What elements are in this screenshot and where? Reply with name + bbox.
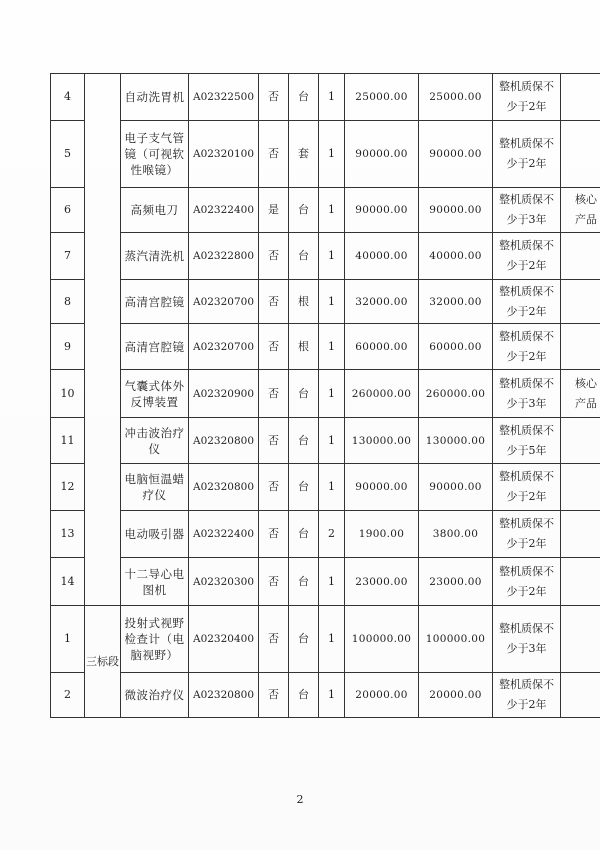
unit-price: 90000.00 [345, 121, 419, 188]
row-number: 9 [51, 324, 85, 370]
procurement-table [50, 73, 600, 718]
table-row [51, 74, 600, 121]
warranty: 整机质保不 少于2年 [493, 324, 561, 370]
unit: 台 [289, 188, 319, 233]
unit: 台 [289, 370, 319, 418]
item-code: A02320100 [189, 121, 259, 188]
item-code: A02320700 [189, 280, 259, 324]
imported-flag: 否 [259, 418, 289, 464]
item-name: 十二导心电 图机 [121, 558, 189, 606]
quantity: 1 [319, 370, 345, 418]
unit-price: 100000.00 [345, 606, 419, 673]
imported-flag: 是 [259, 188, 289, 233]
row-number: 6 [51, 188, 85, 233]
table-row [51, 673, 600, 718]
unit-price: 90000.00 [345, 188, 419, 233]
row-number: 7 [51, 233, 85, 280]
unit-price: 20000.00 [345, 673, 419, 718]
unit: 台 [289, 511, 319, 558]
total-price: 260000.00 [419, 370, 493, 418]
imported-flag: 否 [259, 74, 289, 121]
warranty: 整机质保不 少于3年 [493, 370, 561, 418]
unit: 台 [289, 673, 319, 718]
imported-flag: 否 [259, 233, 289, 280]
quantity: 1 [319, 280, 345, 324]
quantity: 1 [319, 233, 345, 280]
total-price: 25000.00 [419, 74, 493, 121]
quantity: 1 [319, 188, 345, 233]
row-number: 14 [51, 558, 85, 606]
quantity: 1 [319, 673, 345, 718]
quantity: 1 [319, 606, 345, 673]
unit-price: 130000.00 [345, 418, 419, 464]
unit: 台 [289, 233, 319, 280]
quantity: 1 [319, 74, 345, 121]
note [561, 233, 600, 280]
item-code: A02320300 [189, 558, 259, 606]
item-code: A02322500 [189, 74, 259, 121]
total-price: 90000.00 [419, 121, 493, 188]
unit-price: 32000.00 [345, 280, 419, 324]
unit: 台 [289, 606, 319, 673]
total-price: 90000.00 [419, 464, 493, 511]
row-number: 11 [51, 418, 85, 464]
item-name: 投射式视野 检查计（电 脑视野） [121, 606, 189, 673]
item-code: A02322400 [189, 188, 259, 233]
note [561, 121, 600, 188]
note [561, 280, 600, 324]
row-number: 13 [51, 511, 85, 558]
imported-flag: 否 [259, 558, 289, 606]
item-name: 冲击波治疗 仪 [121, 418, 189, 464]
item-name: 蒸汽清洗机 [121, 233, 189, 280]
unit-price: 90000.00 [345, 464, 419, 511]
unit: 台 [289, 464, 319, 511]
imported-flag: 否 [259, 606, 289, 673]
item-name: 电脑恒温蜡 疗仪 [121, 464, 189, 511]
unit: 套 [289, 121, 319, 188]
total-price: 23000.00 [419, 558, 493, 606]
table-row [51, 280, 600, 324]
section-label: 三标段 [85, 606, 121, 718]
note [561, 418, 600, 464]
note [561, 606, 600, 673]
warranty: 整机质保不 少于2年 [493, 121, 561, 188]
imported-flag: 否 [259, 370, 289, 418]
item-code: A02322800 [189, 233, 259, 280]
quantity: 1 [319, 558, 345, 606]
imported-flag: 否 [259, 511, 289, 558]
unit-price: 23000.00 [345, 558, 419, 606]
table-row [51, 558, 600, 606]
total-price: 20000.00 [419, 673, 493, 718]
note [561, 558, 600, 606]
item-code: A02320800 [189, 673, 259, 718]
item-code: A02320800 [189, 418, 259, 464]
unit: 台 [289, 558, 319, 606]
unit: 根 [289, 280, 319, 324]
table-row [51, 464, 600, 511]
note: 核心 产品 [561, 188, 600, 233]
item-name: 高频电刀 [121, 188, 189, 233]
quantity: 2 [319, 511, 345, 558]
table-row [51, 418, 600, 464]
unit: 台 [289, 74, 319, 121]
row-number: 12 [51, 464, 85, 511]
unit-price: 40000.00 [345, 233, 419, 280]
warranty: 整机质保不 少于5年 [493, 418, 561, 464]
item-name: 微波治疗仪 [121, 673, 189, 718]
table-row [51, 233, 600, 280]
imported-flag: 否 [259, 464, 289, 511]
item-code: A02320800 [189, 464, 259, 511]
unit: 根 [289, 324, 319, 370]
imported-flag: 否 [259, 280, 289, 324]
note [561, 511, 600, 558]
total-price: 3800.00 [419, 511, 493, 558]
quantity: 1 [319, 418, 345, 464]
item-name: 电动吸引器 [121, 511, 189, 558]
table-row [51, 370, 600, 418]
row-number: 5 [51, 121, 85, 188]
quantity: 1 [319, 121, 345, 188]
note [561, 324, 600, 370]
note: 核心 产品 [561, 370, 600, 418]
row-number: 1 [51, 606, 85, 673]
item-name: 自动洗胃机 [121, 74, 189, 121]
imported-flag: 否 [259, 324, 289, 370]
table-row [51, 121, 600, 188]
table-row [51, 606, 600, 673]
warranty: 整机质保不 少于3年 [493, 188, 561, 233]
warranty: 整机质保不 少于2年 [493, 673, 561, 718]
unit-price: 25000.00 [345, 74, 419, 121]
total-price: 100000.00 [419, 606, 493, 673]
quantity: 1 [319, 324, 345, 370]
warranty: 整机质保不 少于2年 [493, 558, 561, 606]
unit-price: 260000.00 [345, 370, 419, 418]
warranty: 整机质保不 少于2年 [493, 280, 561, 324]
warranty: 整机质保不 少于3年 [493, 606, 561, 673]
warranty: 整机质保不 少于2年 [493, 464, 561, 511]
warranty: 整机质保不 少于2年 [493, 74, 561, 121]
item-name: 气囊式体外 反博装置 [121, 370, 189, 418]
item-code: A02320900 [189, 370, 259, 418]
item-code: A02320700 [189, 324, 259, 370]
note [561, 464, 600, 511]
warranty: 整机质保不 少于2年 [493, 233, 561, 280]
table-row [51, 511, 600, 558]
section-cell-previous [85, 74, 121, 606]
row-number: 10 [51, 370, 85, 418]
unit-price: 60000.00 [345, 324, 419, 370]
unit: 台 [289, 418, 319, 464]
total-price: 130000.00 [419, 418, 493, 464]
total-price: 60000.00 [419, 324, 493, 370]
item-name: 高清宫腔镜 [121, 324, 189, 370]
row-number: 2 [51, 673, 85, 718]
item-name: 高清宫腔镜 [121, 280, 189, 324]
item-code: A02322400 [189, 511, 259, 558]
table-row [51, 324, 600, 370]
total-price: 40000.00 [419, 233, 493, 280]
unit-price: 1900.00 [345, 511, 419, 558]
warranty: 整机质保不 少于2年 [493, 511, 561, 558]
page-number: 2 [296, 793, 304, 806]
total-price: 32000.00 [419, 280, 493, 324]
total-price: 90000.00 [419, 188, 493, 233]
imported-flag: 否 [259, 673, 289, 718]
item-name: 电子支气管 镜（可视软 性喉镜） [121, 121, 189, 188]
table-row [51, 188, 600, 233]
row-number: 8 [51, 280, 85, 324]
quantity: 1 [319, 464, 345, 511]
item-code: A02320400 [189, 606, 259, 673]
row-number: 4 [51, 74, 85, 121]
imported-flag: 否 [259, 121, 289, 188]
note [561, 673, 600, 718]
note [561, 74, 600, 121]
